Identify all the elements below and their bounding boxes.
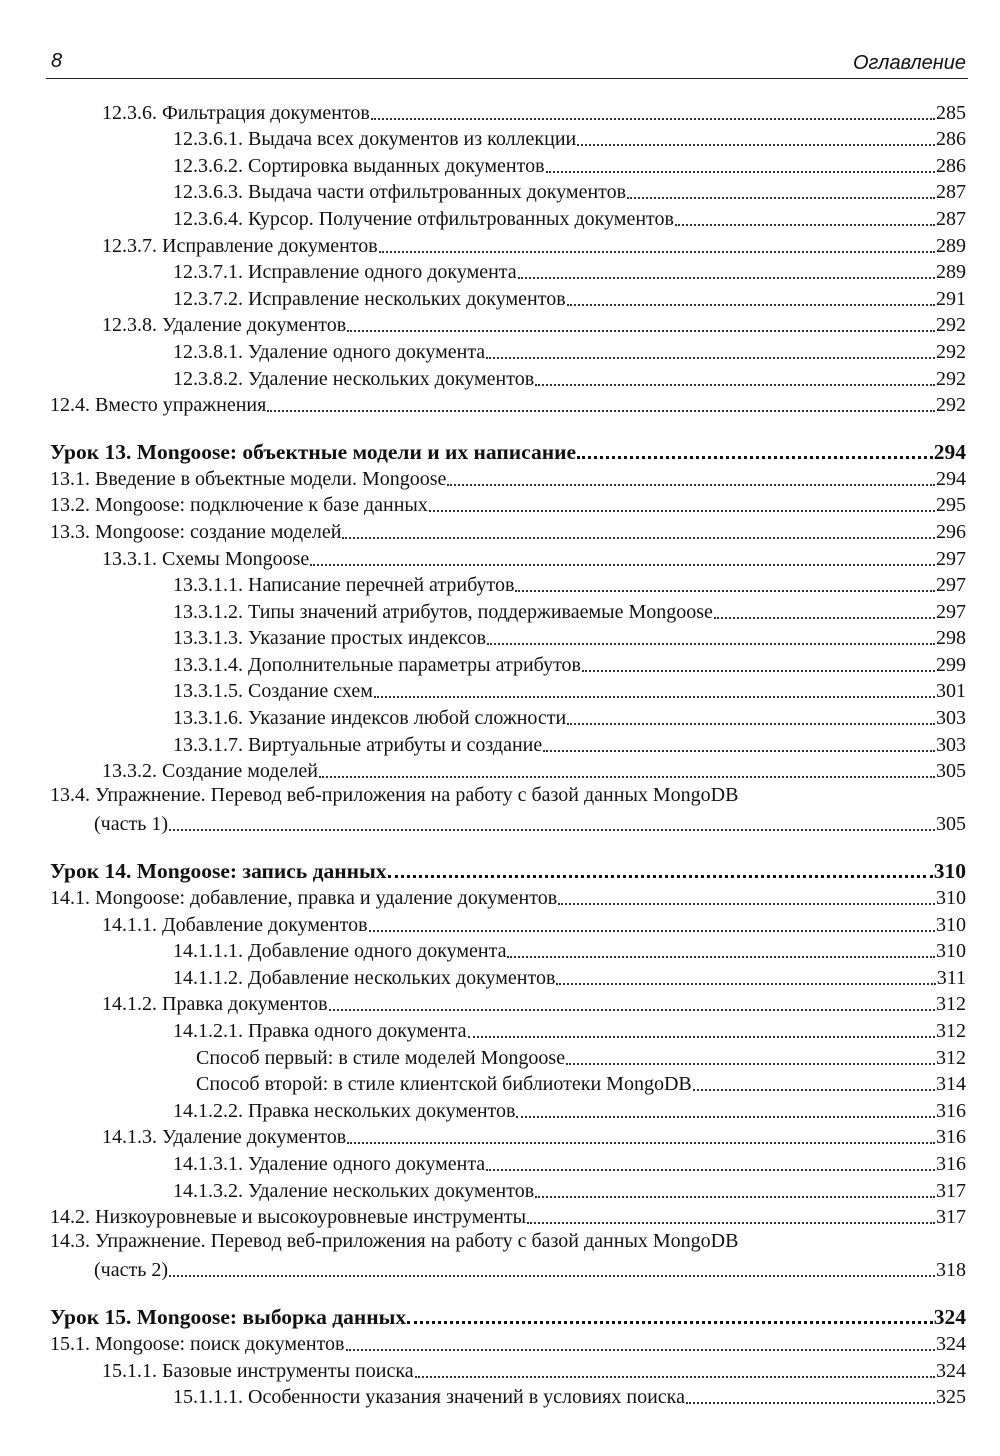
toc-entry-continuation <box>46 810 966 837</box>
page-header <box>46 48 968 79</box>
toc-entry-page: 305 <box>936 813 966 836</box>
toc-entry-title: 14.1.1.1. Добавление одного документа <box>173 940 507 963</box>
leader-dots <box>535 1195 935 1198</box>
toc-entry-page: 286 <box>936 154 966 177</box>
toc-entry <box>46 178 966 205</box>
toc-entry <box>46 284 966 311</box>
leader-dots <box>169 828 935 831</box>
toc-entry <box>46 624 966 651</box>
toc-entry-title: 14.1.2. Правка документов <box>102 993 328 1016</box>
toc-entry <box>46 544 966 571</box>
toc-entry <box>46 1329 966 1356</box>
toc-entry-title: 12.3.6.2. Сортировка выданных документов <box>173 154 545 177</box>
leader-dots <box>693 1088 935 1091</box>
toc-chapter <box>46 1301 966 1329</box>
toc-entry-title: 14.1.1. Добавление документов <box>102 913 368 936</box>
toc-entry-page: 295 <box>936 494 966 517</box>
leader-dots <box>369 929 935 932</box>
toc-entry <box>46 883 966 910</box>
leader-dots <box>486 1168 935 1171</box>
leader-dots <box>518 276 935 279</box>
toc-entry <box>46 1203 966 1230</box>
toc-entry-multiline <box>46 783 966 810</box>
leader-dots <box>310 563 935 566</box>
toc-entry-page: 324 <box>936 1359 966 1382</box>
toc-entry-page: 305 <box>936 760 966 783</box>
leader-dots <box>627 196 935 199</box>
leader-dots <box>556 982 935 985</box>
toc-entry-title: 14.1.3.2. Удаление нескольких документов <box>173 1179 535 1202</box>
toc-entry <box>46 1016 966 1043</box>
toc-entry-title: 13.3.1.3. Указание простых индексов <box>173 627 487 650</box>
toc-chapter <box>46 855 966 883</box>
toc-entry <box>46 311 966 338</box>
toc-entry-page: 310 <box>936 913 966 936</box>
toc-entry-title: 14.1. Mongoose: добавление, правка и удаление документов <box>50 887 558 910</box>
toc-entry <box>46 1149 966 1176</box>
toc-entry-page: 289 <box>936 234 966 257</box>
table-of-contents <box>46 98 966 1409</box>
toc-entry-page: 310 <box>936 887 966 910</box>
toc-entry <box>46 1356 966 1383</box>
toc-entry-title: 12.3.8.2. Удаление нескольких документов <box>173 367 535 390</box>
toc-entry-page: 316 <box>936 1126 966 1149</box>
leader-dots <box>407 1320 933 1324</box>
toc-entry <box>46 1383 966 1410</box>
toc-entry-page: 297 <box>936 574 966 597</box>
toc-entry-title: 15.1.1.1. Особенности указания значений в условиях поиска <box>173 1386 685 1409</box>
leader-dots <box>577 143 935 146</box>
leader-dots <box>342 536 935 539</box>
leader-dots <box>267 409 935 412</box>
toc-entry <box>46 125 966 152</box>
toc-entry <box>46 990 966 1017</box>
toc-chapter-title: Урок 15. Mongoose: выборка данных <box>50 1305 407 1330</box>
leader-dots <box>577 455 933 459</box>
toc-entry-title: 13.3.1.5. Создание схем <box>173 680 373 703</box>
toc-entry-title: (часть 2) <box>94 1259 168 1282</box>
toc-entry-title: 13.3.1.2. Типы значений атрибутов, поддерживаемые Mongoose <box>173 600 713 623</box>
toc-entry-page: 285 <box>936 101 966 124</box>
toc-entry <box>46 1043 966 1070</box>
toc-entry-page: 287 <box>936 207 966 230</box>
toc-entry-title: 14.1.2.1. Правка одного документа <box>173 1020 467 1042</box>
toc-entry <box>46 730 966 757</box>
toc-entry-title: 12.3.6.1. Выдача всех документов из коллекции <box>173 128 577 151</box>
toc-entry-page: 292 <box>936 340 966 363</box>
toc-entry-title: 13.3.2. Создание моделей <box>102 760 318 783</box>
toc-entry-title: 12.3.8.1. Удаление одного документа <box>173 340 486 363</box>
toc-entry-multiline <box>46 1229 966 1256</box>
toc-entry-page: 292 <box>936 367 966 390</box>
leader-dots <box>675 223 935 226</box>
toc-entry-title: 13.3. Mongoose: создание моделей <box>50 520 342 543</box>
leader-dots <box>686 1401 935 1404</box>
toc-entry <box>46 391 966 418</box>
toc-entry-title: 13.4. Упражнение. Перевод веб-приложения на работу с базой данных MongoDB <box>50 784 739 807</box>
toc-entry <box>46 231 966 258</box>
leader-dots <box>567 303 935 306</box>
toc-entry-title: 12.3.7.1. Исправление одного документа <box>173 261 517 284</box>
toc-entry-title: 15.1. Mongoose: поиск документов <box>50 1332 345 1355</box>
toc-entry-title: 12.3.7. Исправление документов <box>102 234 378 257</box>
leader-dots <box>319 775 935 778</box>
leader-dots <box>567 722 935 725</box>
toc-entry <box>46 910 966 937</box>
toc-chapter-title: Урок 13. Mongoose: объектные модели и их написание <box>50 440 577 465</box>
leader-dots <box>169 1274 935 1277</box>
toc-chapter-title: Урок 14. Mongoose: запись данных <box>50 859 387 884</box>
toc-entry-page: 289 <box>936 261 966 284</box>
toc-entry-title: Способ второй: в стиле клиентской библиотеки MongoDB <box>196 1073 692 1096</box>
toc-entry-title: 12.3.6.4. Курсор. Получение отфильтрованных документов <box>173 207 674 230</box>
leader-dots <box>546 170 935 173</box>
toc-entry-title: 13.1. Введение в объектные модели. Mongoose <box>50 467 447 490</box>
toc-entry-page: 318 <box>936 1259 966 1282</box>
leader-dots <box>582 669 935 672</box>
leader-dots <box>487 642 935 645</box>
toc-chapter-page: 324 <box>933 1305 966 1330</box>
toc-entry-page: 312 <box>936 1020 966 1042</box>
leader-dots <box>714 616 935 619</box>
page-number: 8 <box>51 50 63 72</box>
toc-entry-page: 294 <box>936 467 966 490</box>
toc-entry-page: 292 <box>936 314 966 337</box>
toc-entry-title: 13.3.1.6. Указание индексов любой сложности <box>173 707 567 730</box>
toc-entry <box>46 963 966 990</box>
toc-entry <box>46 98 966 125</box>
toc-entry <box>46 937 966 964</box>
leader-dots <box>371 117 935 120</box>
leader-dots <box>347 1141 935 1144</box>
toc-entry-page: 303 <box>936 707 966 730</box>
toc-entry-page: 287 <box>936 181 966 204</box>
toc-entry <box>46 258 966 285</box>
toc-entry-title: 14.1.2.2. Правка нескольких документов <box>173 1099 516 1122</box>
leader-dots <box>388 874 933 878</box>
toc-entry-page: 325 <box>936 1386 966 1409</box>
toc-entry-title: 14.1.3. Удаление документов <box>102 1126 347 1149</box>
toc-entry-title: 12.3.8. Удаление документов <box>102 314 347 337</box>
leader-dots <box>507 955 935 958</box>
toc-entry <box>46 597 966 624</box>
toc-entry-page: 303 <box>936 733 966 756</box>
leader-dots <box>566 1062 935 1065</box>
toc-entry-title: Способ первый: в стиле моделей Mongoose <box>196 1046 566 1069</box>
toc-entry <box>46 1096 966 1123</box>
leader-dots <box>329 1008 935 1011</box>
toc-entry-title: 14.3. Упражнение. Перевод веб-приложения на работу с базой данных MongoDB <box>50 1230 739 1253</box>
toc-entry-title: 13.3.1.4. Дополнительные параметры атрибутов <box>173 653 581 676</box>
leader-dots <box>543 749 935 752</box>
toc-chapter <box>46 436 966 464</box>
toc-entry-page: 317 <box>936 1206 966 1229</box>
leader-dots <box>429 509 935 512</box>
leader-dots <box>447 483 935 486</box>
toc-entry-page: 299 <box>936 653 966 676</box>
toc-entry-page: 298 <box>936 627 966 650</box>
toc-entry-title: 13.3.1.1. Написание перечней атрибутов <box>173 574 515 597</box>
toc-entry-page: 317 <box>936 1179 966 1202</box>
toc-entry <box>46 677 966 704</box>
toc-entry <box>46 337 966 364</box>
toc-entry-title: (часть 1) <box>94 813 168 836</box>
toc-entry-title: 12.3.7.2. Исправление нескольких документов <box>173 287 566 310</box>
toc-entry-page: 316 <box>936 1152 966 1175</box>
toc-entry <box>46 517 966 544</box>
toc-entry-page: 311 <box>936 966 966 989</box>
toc-entry <box>46 204 966 231</box>
toc-entry-page: 291 <box>936 287 966 310</box>
toc-entry-page: 297 <box>936 600 966 623</box>
leader-dots <box>516 1115 935 1118</box>
toc-entry-page: 296 <box>936 520 966 543</box>
leader-dots <box>527 1221 935 1224</box>
toc-entry-title: 13.3.1. Схемы Mongoose <box>102 547 310 570</box>
toc-entry-page: 301 <box>936 680 966 703</box>
leader-dots <box>374 695 935 698</box>
toc-entry-page: 297 <box>936 547 966 570</box>
leader-dots <box>468 1035 935 1038</box>
leader-dots <box>535 383 935 386</box>
toc-entry-page: 312 <box>936 1046 966 1069</box>
toc-entry <box>46 703 966 730</box>
toc-entry-page: 314 <box>936 1073 966 1096</box>
toc-entry-title: 14.1.1.2. Добавление нескольких документов <box>173 966 556 989</box>
leader-dots <box>347 329 935 332</box>
toc-chapter-page: 294 <box>933 440 966 465</box>
toc-entry-page: 324 <box>936 1332 966 1355</box>
toc-entry-title: 13.2. Mongoose: подключение к базе данных <box>50 494 428 517</box>
toc-entry <box>46 1070 966 1097</box>
toc-entry-page: 316 <box>936 1099 966 1122</box>
toc-entry <box>46 757 966 784</box>
toc-entry-title: 15.1.1. Базовые инструменты поиска <box>102 1359 414 1382</box>
running-title: Оглавление <box>852 52 966 74</box>
toc-entry <box>46 364 966 391</box>
toc-entry <box>46 571 966 598</box>
toc-chapter-page: 310 <box>933 859 966 884</box>
leader-dots <box>486 356 935 359</box>
toc-entry-title: 12.4. Вместо упражнения <box>50 394 267 417</box>
toc-entry-page: 292 <box>936 394 966 417</box>
leader-dots <box>558 902 935 905</box>
toc-entry-title: 12.3.6.3. Выдача части отфильтрованных документов <box>173 181 627 204</box>
toc-entry <box>46 151 966 178</box>
leader-dots <box>415 1375 935 1378</box>
toc-entry <box>46 650 966 677</box>
toc-entry-title: 12.3.6. Фильтрация документов <box>102 101 370 124</box>
toc-entry-title: 13.3.1.7. Виртуальные атрибуты и создание <box>173 733 543 756</box>
toc-entry <box>46 1123 966 1150</box>
toc-entry-continuation <box>46 1256 966 1283</box>
toc-entry-page: 310 <box>936 940 966 963</box>
toc-entry <box>46 1176 966 1203</box>
leader-dots <box>379 250 935 253</box>
toc-entry-title: 14.1.3.1. Удаление одного документа <box>173 1152 486 1175</box>
toc-entry-page: 286 <box>936 128 966 151</box>
leader-dots <box>346 1348 935 1351</box>
toc-entry-page: 312 <box>936 993 966 1016</box>
toc-entry-title: 14.2. Низкоуровневые и высокоуровневые инструменты <box>50 1206 527 1229</box>
toc-entry <box>46 464 966 491</box>
toc-entry <box>46 491 966 518</box>
leader-dots <box>515 589 935 592</box>
